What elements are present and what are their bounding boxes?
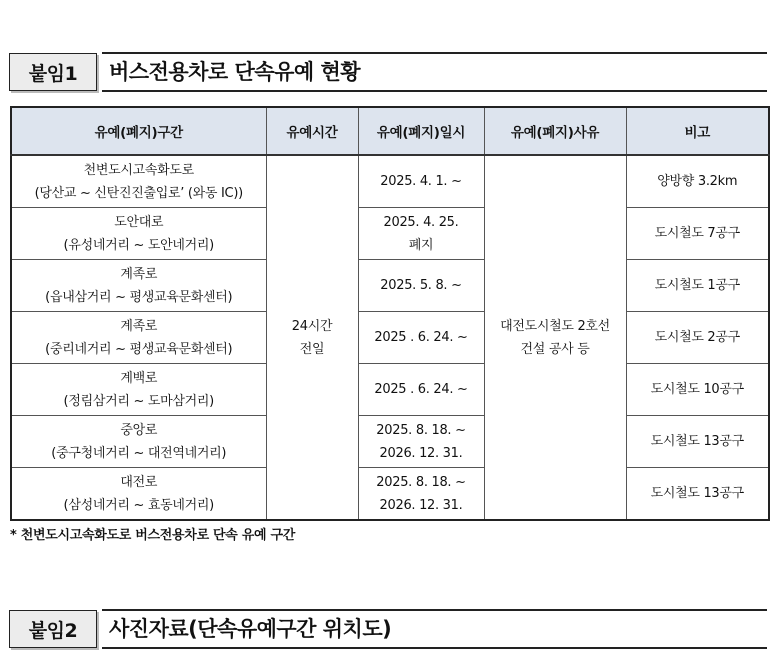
- section-range: (정림삼거리 ~ 도마삼거리): [63, 393, 214, 409]
- section-name: 계족로: [120, 318, 158, 334]
- column-header: 유예(폐지)구간: [11, 107, 266, 155]
- attachment-tag: 붙임1: [9, 53, 97, 91]
- section-cell: [11, 155, 266, 208]
- reason-line: 대전도시철도 2호선: [500, 318, 610, 334]
- section-header-1: [9, 53, 767, 93]
- date-end: 폐지: [408, 237, 434, 253]
- table-row: [11, 468, 769, 521]
- section-cell: [11, 364, 266, 416]
- section-header-2: [9, 610, 767, 650]
- date-start: 2025 . 6. 24. ~: [374, 330, 468, 345]
- note-cell: 도시철도 2공구: [626, 312, 769, 364]
- table-row: [11, 312, 769, 364]
- note-cell: 도시철도 13공구: [626, 468, 769, 521]
- section-range: (중구청네거리 ~ 대전역네거리): [51, 445, 227, 461]
- date-end: 2026. 12. 31.: [379, 497, 463, 513]
- note-cell: 도시철도 7공구: [626, 208, 769, 260]
- note-cell: 도시철도 1공구: [626, 260, 769, 312]
- section-range: (유성네거리 ~ 도안네거리): [63, 237, 214, 253]
- section-range: (당산교 ~ 신탄진진출입로’ (와동 IC)): [34, 185, 243, 201]
- note-cell: 도시철도 13공구: [626, 416, 769, 468]
- column-header: 비고: [626, 107, 769, 155]
- table-row: [11, 155, 769, 208]
- table-header-row: [11, 107, 769, 155]
- date-start: 2025 . 6. 24. ~: [374, 382, 468, 397]
- section-cell: [11, 260, 266, 312]
- section-range: (중리네거리 ~ 평생교육문화센터): [45, 341, 233, 357]
- grace-time-cell: [266, 155, 358, 520]
- date-cell: [358, 312, 484, 364]
- table-row: [11, 364, 769, 416]
- section-name: 계백로: [120, 370, 158, 386]
- section-range: (삼성네거리 ~ 효동네거리): [63, 497, 214, 513]
- enforcement-grace-table: [10, 106, 770, 521]
- date-end: 2026. 12. 31.: [379, 445, 463, 461]
- table-row: [11, 416, 769, 468]
- reason-line: 건설 공사 등: [520, 341, 590, 357]
- date-cell: [358, 364, 484, 416]
- section-name: 계족로: [120, 266, 158, 282]
- date-start: 2025. 8. 18. ~: [376, 422, 466, 438]
- section-name: 천변도시고속화도로: [83, 162, 194, 178]
- section-title: 사진자료(단속유예구간 위치도): [109, 617, 392, 641]
- section-name: 대전로: [120, 474, 158, 490]
- date-start: 2025. 8. 18. ~: [376, 474, 466, 490]
- section-title: 버스전용차로 단속유예 현황: [109, 60, 361, 84]
- divider: [102, 647, 767, 649]
- section-cell: [11, 208, 266, 260]
- attachment-tag: 붙임2: [9, 610, 97, 648]
- section-name: 중앙로: [120, 422, 158, 438]
- table-row: [11, 260, 769, 312]
- column-header: 유예(폐지)사유: [484, 107, 626, 155]
- date-start: 2025. 4. 1. ~: [380, 174, 462, 189]
- date-cell: [358, 208, 484, 260]
- grace-time-scope: 전일: [299, 341, 325, 357]
- column-header: 유예시간: [266, 107, 358, 155]
- date-start: 2025. 5. 8. ~: [380, 278, 462, 293]
- column-header: 유예(폐지)일시: [358, 107, 484, 155]
- table-row: [11, 208, 769, 260]
- grace-time: 24시간: [291, 318, 333, 334]
- section-cell: [11, 312, 266, 364]
- note-cell: 양방향 3.2km: [626, 155, 769, 208]
- date-cell: [358, 155, 484, 208]
- section-range: (읍내삼거리 ~ 평생교육문화센터): [45, 289, 233, 305]
- date-cell: [358, 468, 484, 521]
- note-cell: 도시철도 10공구: [626, 364, 769, 416]
- divider: [102, 90, 767, 92]
- date-start: 2025. 4. 25.: [383, 214, 459, 230]
- section-name: 도안대로: [114, 214, 164, 230]
- section-cell: [11, 468, 266, 521]
- section-cell: [11, 416, 266, 468]
- date-cell: [358, 416, 484, 468]
- footnote: * 천변도시고속화도로 버스전용차로 단속 유예 구간: [10, 528, 296, 543]
- reason-cell: [484, 155, 626, 520]
- date-cell: [358, 260, 484, 312]
